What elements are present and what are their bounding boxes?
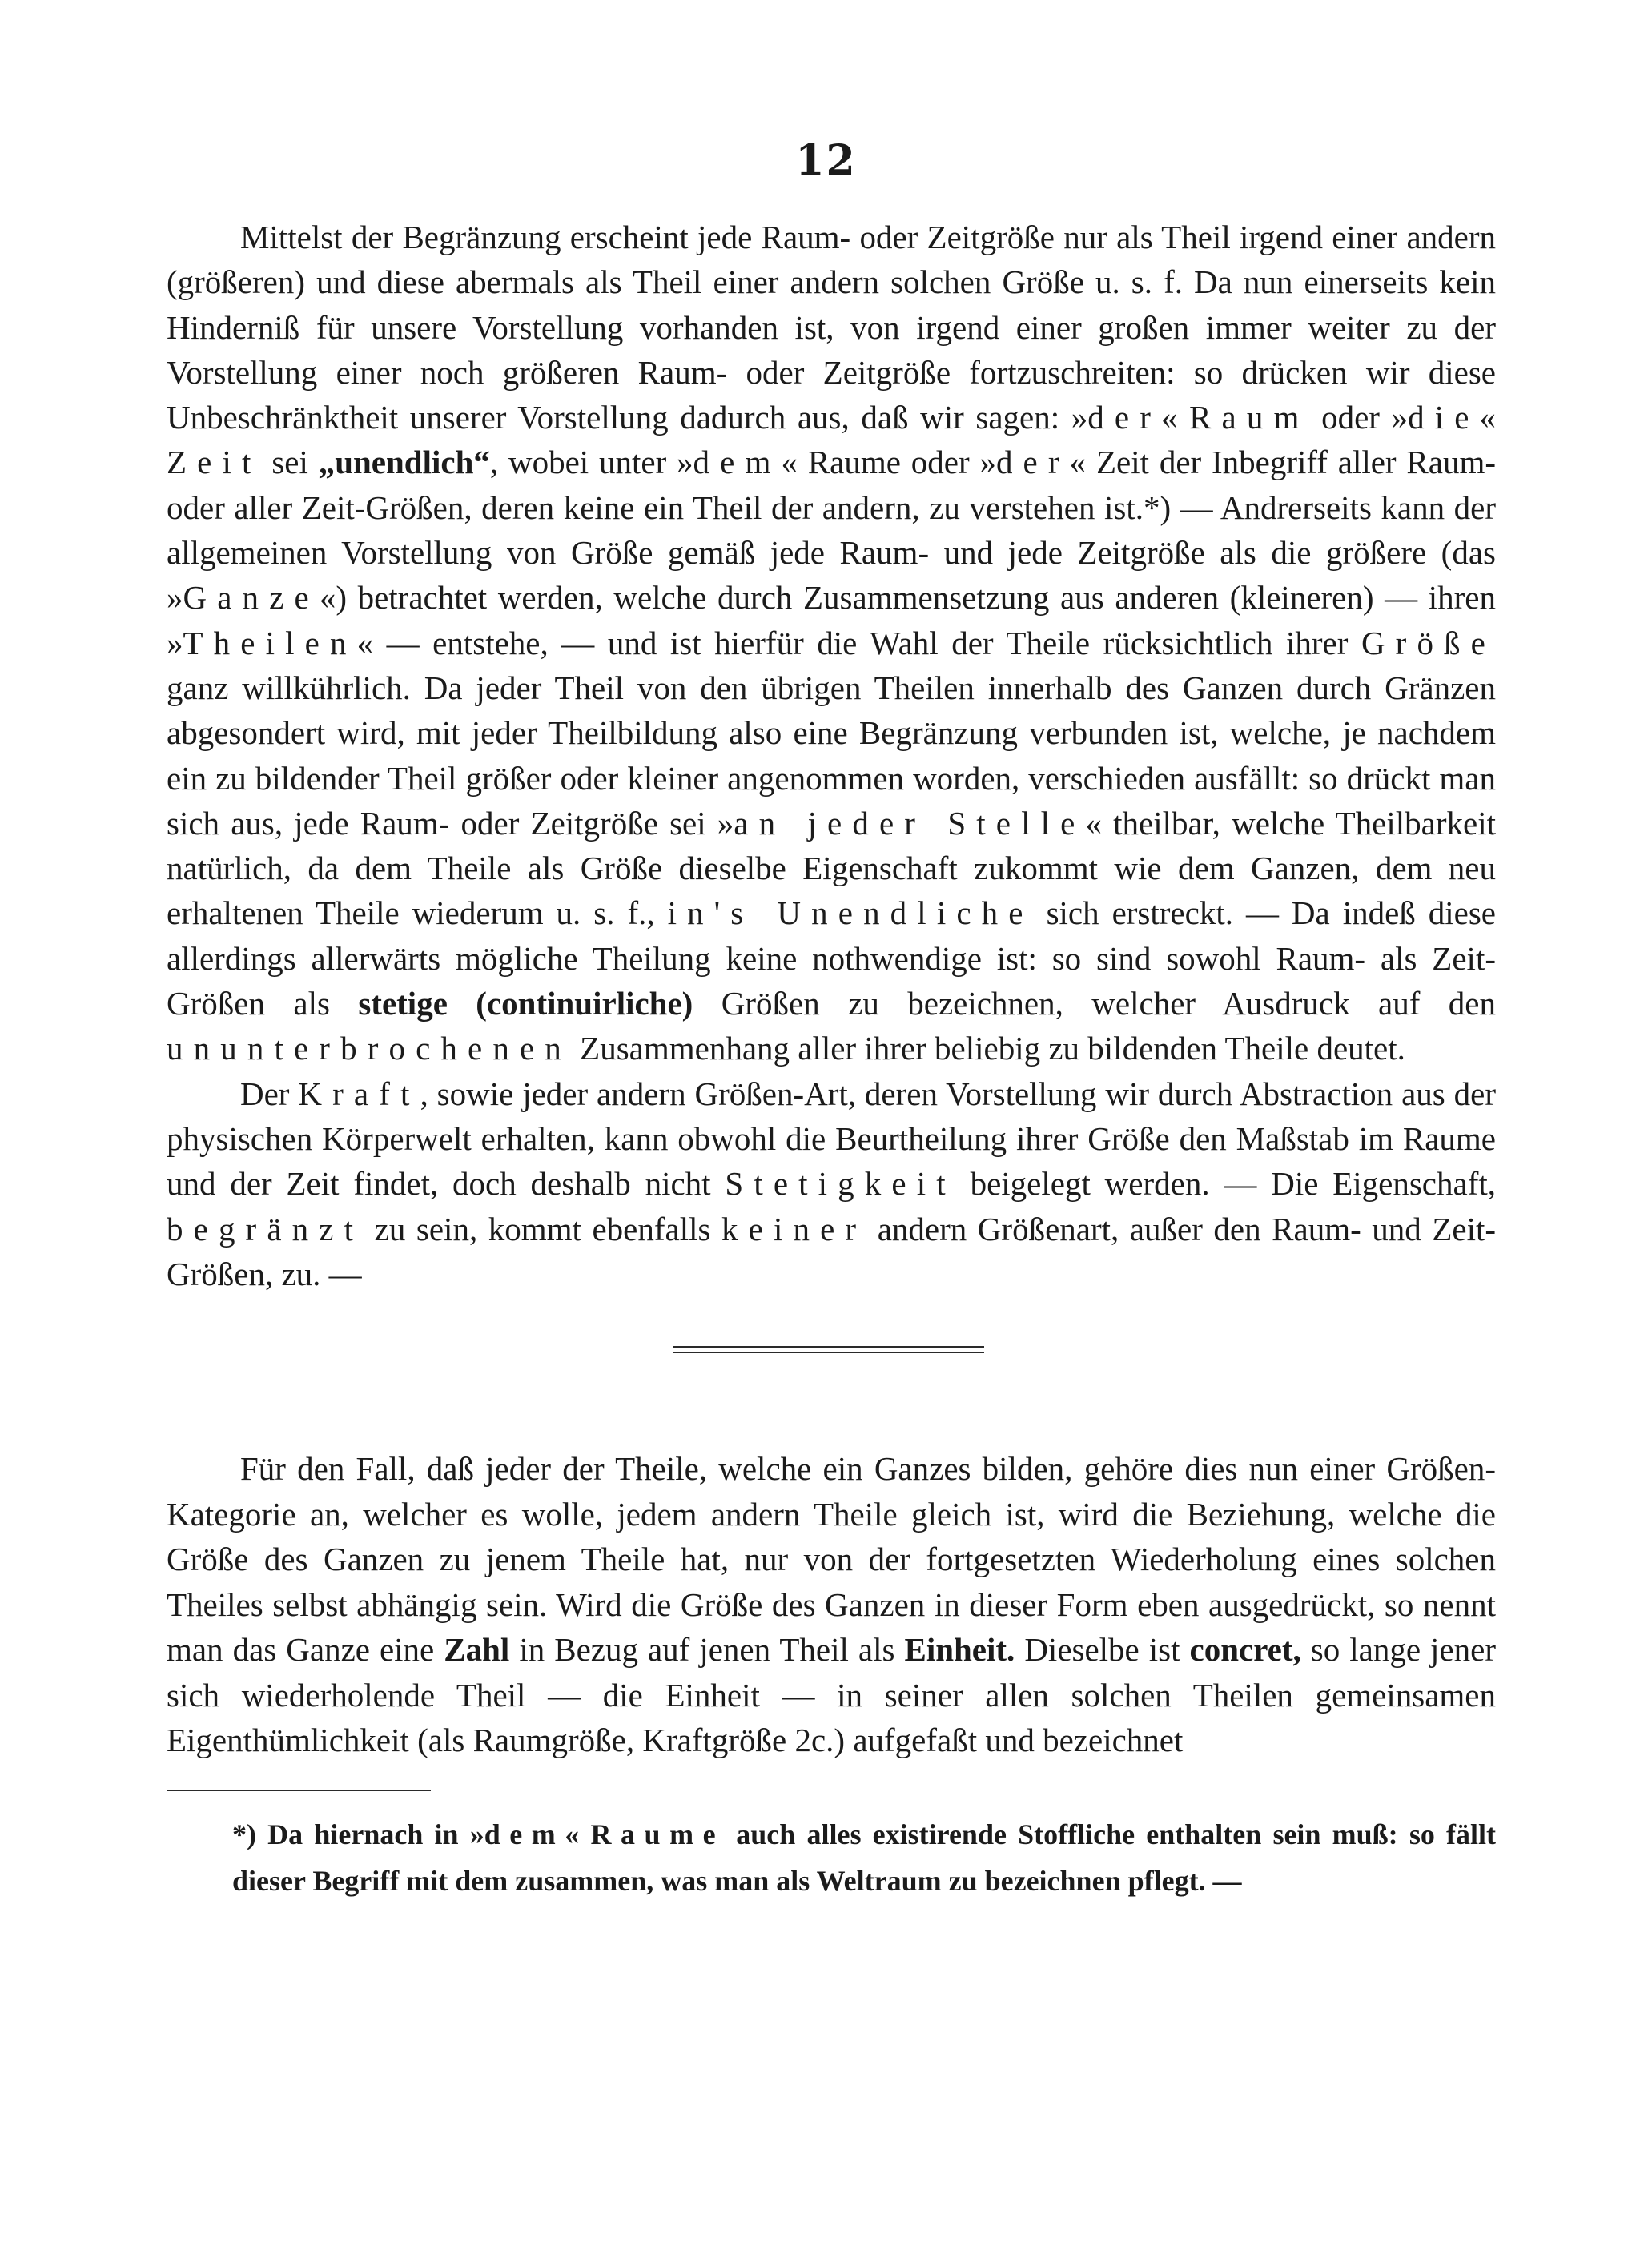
- text-run: sei: [261, 444, 319, 481]
- emphasis-spaced: ununterbrochenen: [167, 1030, 572, 1067]
- text-run: in Bezug auf jenen Theil als: [509, 1631, 905, 1668]
- emphasis-spaced: Stetigkeit: [725, 1165, 956, 1203]
- emphasis-spaced: dem: [693, 444, 782, 481]
- footnote-rule: [167, 1790, 431, 1791]
- text-run: ganz willkührlich. Da jeder Theil von den übrigen Theilen innerhalb des Ganzen durch Gränzen abgesondert wird, mit jeder Theilbildung also eine Begränzung verbunden ist, welche, je nachdem ein zu bildender Theil größer oder kleiner angenommen worden, verschieden ausfällt: so drückt man sich aus, jede Raum- oder Zeitgröße sei »: [167, 669, 1496, 842]
- text-run: Für den Fall, daß jeder der Theile, welche ein Ganzes bilden, gehöre dies nun einer Größen-Kategorie an, welcher es wolle, jedem andern Theile gleich ist, wird die Beziehung, welche die Größe des Ganzen zu jenem Theile hat, nur von der fortgesetzten Wiederholung eines solchen Theiles selbst abhängig sein. Wird die Größe des Ganzen in dieser Form eben ausgedrückt, so nennt man das Ganze eine: [167, 1450, 1496, 1668]
- text-run: « Zeit der Inbegriff aller Raum- oder aller Zeit-Größen, deren keine ein Theil der andern, zu verstehen ist.*) — Andrerseits kann der allgemeinen Vorstellung von Größe gemäß jede Raum- und jede Zeitgröße als die größere (das »: [167, 444, 1496, 617]
- text-section-2: [167, 1446, 1496, 1763]
- text-run: andern Größenart, außer den Raum- und Zeit-Größen, zu. —: [167, 1210, 1497, 1292]
- text-run: *) Da hiernach in »: [232, 1818, 484, 1850]
- text-run: «: [1479, 399, 1497, 436]
- text-section-1: [167, 215, 1496, 1296]
- emphasis-spaced: in's Unendliche: [667, 894, 1034, 932]
- text-run: Größen zu bezeichnen, welcher Ausdruck auf den: [693, 985, 1496, 1023]
- emphasis-spaced: Raume: [590, 1818, 726, 1850]
- page-number: 12: [795, 136, 857, 185]
- text-run: «) betrachtet werden, welche durch Zusammensetzung aus anderen (kleineren) — ihren »: [167, 579, 1496, 661]
- text-run: zu sein, kommt ebenfalls: [364, 1210, 721, 1248]
- emphasis-spaced: Zeit: [167, 444, 262, 481]
- text-run: so lange jener sich wiederholende Theil — die Einheit — in seiner allen solchen Theilen gemeinsamen Eigenthümlichkeit (als Raumgröße, Kraftgröße 2c.) aufgefaßt und bezeichnet: [167, 1631, 1496, 1758]
- text-run: Zusammenhang aller ihrer beliebig zu bildenden Theile deutet.: [571, 1030, 1405, 1067]
- emphasis-bold: „unendlich“: [318, 444, 490, 481]
- paragraph-zahl: [167, 1446, 1496, 1763]
- text-run: «: [565, 1818, 591, 1850]
- footnote: [232, 1811, 1496, 1904]
- text-run: « theilbar, welche Theilbarkeit natürlich, da dem Theile als Größe dieselbe Eigenschaft zukommt wie dem Ganzen, dem neu erhaltenen Theile wiederum u. s. f.,: [167, 804, 1496, 932]
- emphasis-bold: concret,: [1189, 1631, 1301, 1668]
- text-run: beigelegt werden. — Die Eigenschaft,: [955, 1165, 1496, 1203]
- text-run: zu bezeichnen pflegt. —: [941, 1865, 1242, 1897]
- emphasis-spaced: Größe: [1361, 624, 1496, 661]
- section-divider: [673, 1346, 984, 1353]
- text-run: « — entstehe, — und ist hierfür die Wahl der Theile rücksichtlich ihrer: [356, 624, 1361, 661]
- emphasis-bold: stetige (continuirliche): [358, 985, 693, 1023]
- emphasis-spaced: Theilen: [183, 624, 357, 661]
- emphasis-spaced: der: [995, 444, 1070, 481]
- emphasis-spaced: begränzt: [167, 1210, 364, 1248]
- emphasis-spaced: die: [1408, 399, 1480, 436]
- emphasis-spaced: dem: [484, 1818, 565, 1850]
- emphasis-spaced: Kraft: [298, 1075, 420, 1112]
- text-run: Der: [240, 1075, 299, 1112]
- emphasis-spaced: Raum: [1189, 399, 1310, 436]
- paragraph-kraft: [167, 1071, 1496, 1296]
- text-run: « Raume oder »: [781, 444, 996, 481]
- emphasis-spaced: Ganze: [183, 579, 320, 617]
- text-run: auch alles existirende Stoffliche enthalten sein muß: so fällt dieser Begriff mit dem zusammen, was man als: [232, 1818, 1497, 1897]
- text-run: oder »: [1309, 399, 1409, 436]
- text-run: Dieselbe ist: [1015, 1631, 1190, 1668]
- emphasis-spaced: an jeder Stelle: [734, 804, 1086, 842]
- emphasis-spaced: der: [1087, 399, 1161, 436]
- emphasis-bold: Einheit.: [904, 1631, 1015, 1668]
- text-run: , sowie jeder andern Größen-Art, deren Vorstellung wir durch Abstraction aus der physischen Körperwelt erhalten, kann obwohl die Beurtheilung ihrer Größe den Maßstab im Raume und der Zeit findet, doch deshalb nicht: [167, 1075, 1496, 1203]
- text-run: Mittelst der Begränzung erscheint jede Raum- oder Zeitgröße nur als Theil irgend einer andern (größeren) und diese abermals als Theil einer andern solchen Größe u. s. f. Da nun einerseits kein Hinderniß für unsere Vorstellung vorhanden ist, von irgend einer großen immer weiter zu der Vorstellung einer noch größeren Raum- oder Zeitgröße fortzuschreiten: so drücken wir diese Unbeschränktheit unserer Vorstellung dadurch aus, daß wir sagen: »: [167, 219, 1496, 436]
- emphasis-bold: Zahl: [444, 1631, 510, 1668]
- text-run: , wobei unter »: [489, 444, 693, 481]
- text-run: sich erstreckt. — Da indeß diese allerdings allerwärts mögliche Theilung keine nothwendige ist: so sind sowohl Raum- als Zeit-Größen als: [167, 894, 1496, 1023]
- emphasis-spaced: keiner: [721, 1210, 867, 1248]
- emphasis-bold: Weltraum: [816, 1865, 942, 1897]
- text-run: «: [1160, 399, 1190, 436]
- paragraph-begraenzung: [167, 215, 1496, 1071]
